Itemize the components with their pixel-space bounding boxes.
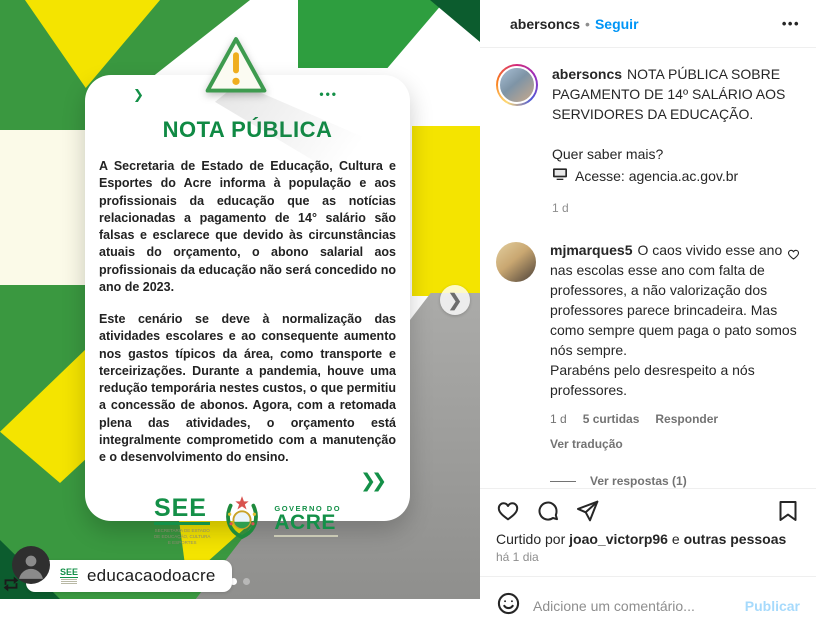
- header-separator: •: [585, 15, 590, 32]
- publish-button[interactable]: Publicar: [744, 597, 800, 614]
- double-chevron-icon: ❯❯: [360, 471, 382, 493]
- paper-plane-icon: [576, 499, 600, 523]
- bg-green-top-right: [298, 0, 455, 68]
- replies-divider-line: [550, 481, 576, 482]
- see-logo: SEE SECRETARIA DE ESTADO DE EDUCAÇÃO, CULTURA E ESPORTES: [153, 494, 211, 545]
- commenter-avatar[interactable]: [496, 242, 536, 282]
- carousel-next-button[interactable]: [440, 285, 470, 315]
- see-translation-button[interactable]: Ver tradução: [550, 437, 623, 451]
- comment-button[interactable]: [536, 499, 560, 523]
- logos-row: [99, 495, 396, 546]
- comment-meta: [550, 409, 798, 429]
- post-timestamp: há 1 dia: [496, 550, 539, 564]
- nota-paragraph-1: A Secretaria de Estado de Educação, Cultura e Esportes do Acre informa à população e aos profissionais da educação que as notícias relacionadas a pagamento de 14° salário são falsas e esclarece que devido às circunstâncias atuais do orçamento, o abono salarial aos profissionais da educação não será concedido no ano de 2023.: [99, 159, 396, 294]
- liker-username[interactable]: joao_victorp96: [569, 531, 668, 547]
- caption-line3: Acesse: agencia.ac.gov.br: [552, 166, 800, 186]
- post-footer: [480, 488, 816, 634]
- comment-text: mjmarques5 O caos vivido esse ano nas escolas esse ano com falta de professores, a não valorização dos professores parece brincadeira. Mas como sempre quem paga o pato somos nós sempre.: [550, 242, 797, 358]
- chevron-right-icon: ❯: [133, 87, 144, 102]
- commenter-username[interactable]: mjmarques5: [550, 242, 633, 258]
- caption-username[interactable]: abersoncs: [552, 66, 623, 82]
- comments-section: [480, 48, 816, 488]
- bookmark-icon: [776, 499, 800, 523]
- add-comment-row: [480, 576, 816, 634]
- reposter-username[interactable]: educacaodoacre: [87, 566, 216, 585]
- reposter-avatar: [12, 546, 50, 584]
- post-header: [480, 0, 816, 48]
- comment-input[interactable]: [533, 598, 733, 614]
- comment-likes-count[interactable]: 5 curtidas: [582, 412, 640, 426]
- carousel-dot: [243, 578, 250, 585]
- acre-coat-of-arms-icon: [223, 495, 261, 546]
- gov-tagline-line: [274, 535, 338, 537]
- bg-dark-green-corner-top-right: [430, 0, 480, 42]
- governo-do-acre-logo: GOVERNO DO ACRE: [274, 504, 341, 537]
- monitor-icon: [552, 166, 568, 186]
- see-mini-logo: SEE: [60, 568, 78, 584]
- post-details-pane: [480, 0, 816, 614]
- other-likers[interactable]: outras pessoas: [683, 531, 787, 547]
- reply-button[interactable]: Responder: [655, 412, 719, 426]
- view-replies-button[interactable]: Ver respostas (1): [550, 474, 800, 488]
- comment-like-heart-icon[interactable]: [787, 248, 800, 266]
- save-button[interactable]: [776, 499, 800, 523]
- like-button[interactable]: [496, 499, 520, 523]
- comment-bubble-icon: [536, 499, 560, 523]
- ellipsis-dots-icon: •••: [319, 87, 338, 101]
- author-avatar[interactable]: [496, 64, 538, 106]
- nota-paragraph-2: Este cenário se deve à normalização das atividades escolares e ao consequente aumento nos gastos típicos da área, como transporte e terceirizações. Durante a pandemia, houve uma redução temporária nestes custos, o que permitiu a concessão de abonos. Agora, com a retomada plena das atividades, o orçamento está integralmente comprometido com a manutenção e o desenvolvimento do ensino.: [99, 312, 396, 464]
- warning-triangle-icon: [203, 35, 269, 96]
- liked-by-line: Curtido por joao_victorp96 e outras pessoas: [496, 531, 787, 547]
- action-bar: [480, 489, 816, 529]
- comment-block: [496, 240, 800, 454]
- follow-button[interactable]: Seguir: [594, 15, 639, 32]
- nota-publica-title: NOTA PÚBLICA: [162, 117, 333, 142]
- repost-attribution[interactable]: [26, 560, 232, 592]
- more-options-icon[interactable]: •••: [781, 16, 800, 31]
- bg-yellow-strip-right: [412, 126, 480, 296]
- comment-text-line2: Parabéns pelo desrespeito a nós professores.: [550, 362, 755, 398]
- post-author-username[interactable]: abersoncs: [510, 15, 581, 32]
- comment-age: 1 d: [550, 412, 567, 426]
- heart-icon: [496, 499, 520, 523]
- caption-text: abersoncs NOTA PÚBLICA SOBRE PAGAMENTO DE 14º SALÁRIO AOS SERVIDORES DA EDUCAÇÃO.: [552, 66, 786, 122]
- nota-publica-card: [85, 75, 410, 545]
- chevron-right-icon: ❯: [447, 290, 463, 310]
- caption-age: 1 d: [552, 201, 569, 215]
- share-button[interactable]: [576, 499, 600, 523]
- caption-line2: Quer saber mais?: [552, 146, 664, 162]
- caption-block: [496, 64, 800, 218]
- emoji-icon[interactable]: [496, 591, 521, 621]
